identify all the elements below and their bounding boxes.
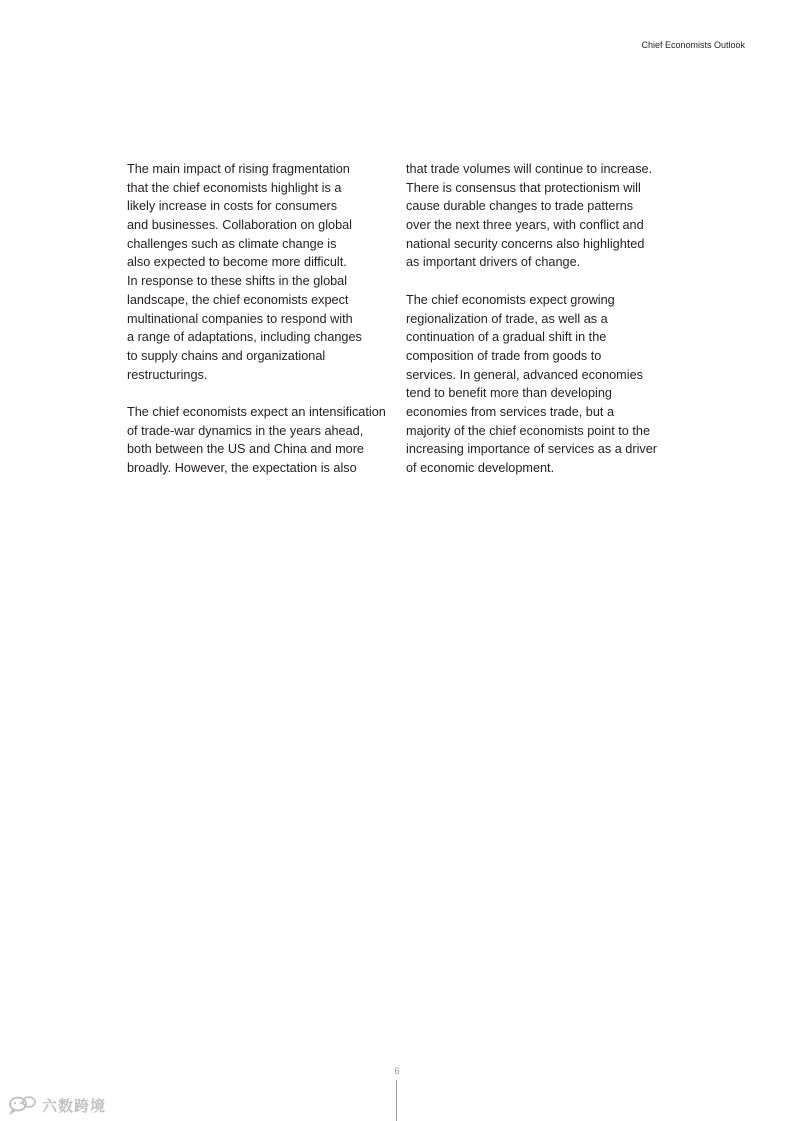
paragraph-gap [406, 272, 674, 291]
text-line: to supply chains and organizational [127, 348, 326, 363]
text-line: a range of adaptations, including changes [127, 330, 362, 345]
paragraph [127, 403, 392, 478]
text-line: The chief economists expect growing [406, 292, 615, 307]
text-line: majority of the chief economists point to the [406, 423, 651, 438]
watermark-text: 六数跨境 [42, 1096, 107, 1115]
paragraph [127, 160, 392, 384]
text-line: over the next three years, with conflict and [406, 218, 644, 233]
text-line: services. In general, advanced economies [406, 367, 643, 382]
text-line: likely increase in costs for consumers [127, 199, 338, 214]
text-line: increasing importance of services as a driver [406, 442, 658, 457]
text-line: national security concerns also highlighted [406, 236, 645, 251]
text-line: that trade volumes will continue to increase. [406, 162, 653, 176]
text-line: There is consensus that protectionism will [406, 180, 641, 195]
wechat-logo-icon [8, 1095, 38, 1115]
paragraph [406, 160, 674, 272]
text-line: of trade-war dynamics in the years ahead, [127, 423, 364, 438]
text-line: restructurings. [127, 367, 208, 382]
page-number: 6 [394, 1066, 400, 1076]
paragraph [406, 291, 674, 478]
text-line: as important drivers of change. [406, 255, 581, 270]
left-text-column [127, 160, 392, 478]
paragraph-gap [127, 384, 392, 403]
text-line: cause durable changes to trade patterns [406, 199, 634, 214]
text-line: In response to these shifts in the global [127, 274, 348, 289]
text-line: broadly. However, the expectation is also [127, 461, 357, 475]
text-line: landscape, the chief economists expect [127, 292, 349, 307]
text-line: challenges such as climate change is [127, 236, 337, 251]
text-line: multinational companies to respond with [127, 311, 353, 326]
text-line: continuation of a gradual shift in the [406, 330, 607, 345]
footer-divider [396, 1080, 397, 1121]
watermark [8, 1094, 106, 1116]
right-text-column [406, 160, 674, 478]
text-line: of economic development. [406, 461, 555, 475]
text-line: both between the US and China and more [127, 442, 364, 457]
text-line: tend to benefit more than developing [406, 386, 612, 401]
running-header: Chief Economists Outlook [641, 40, 745, 50]
text-line: that the chief economists highlight is a [127, 180, 342, 195]
text-line: also expected to become more difficult. [127, 255, 347, 270]
text-line: The main impact of rising fragmentation [127, 162, 350, 176]
text-line: economies from services trade, but a [406, 404, 615, 419]
text-line: regionalization of trade, as well as a [406, 311, 608, 326]
text-line: and businesses. Collaboration on global [127, 218, 353, 233]
text-line: The chief economists expect an intensification [127, 404, 386, 419]
text-line: composition of trade from goods to [406, 348, 602, 363]
